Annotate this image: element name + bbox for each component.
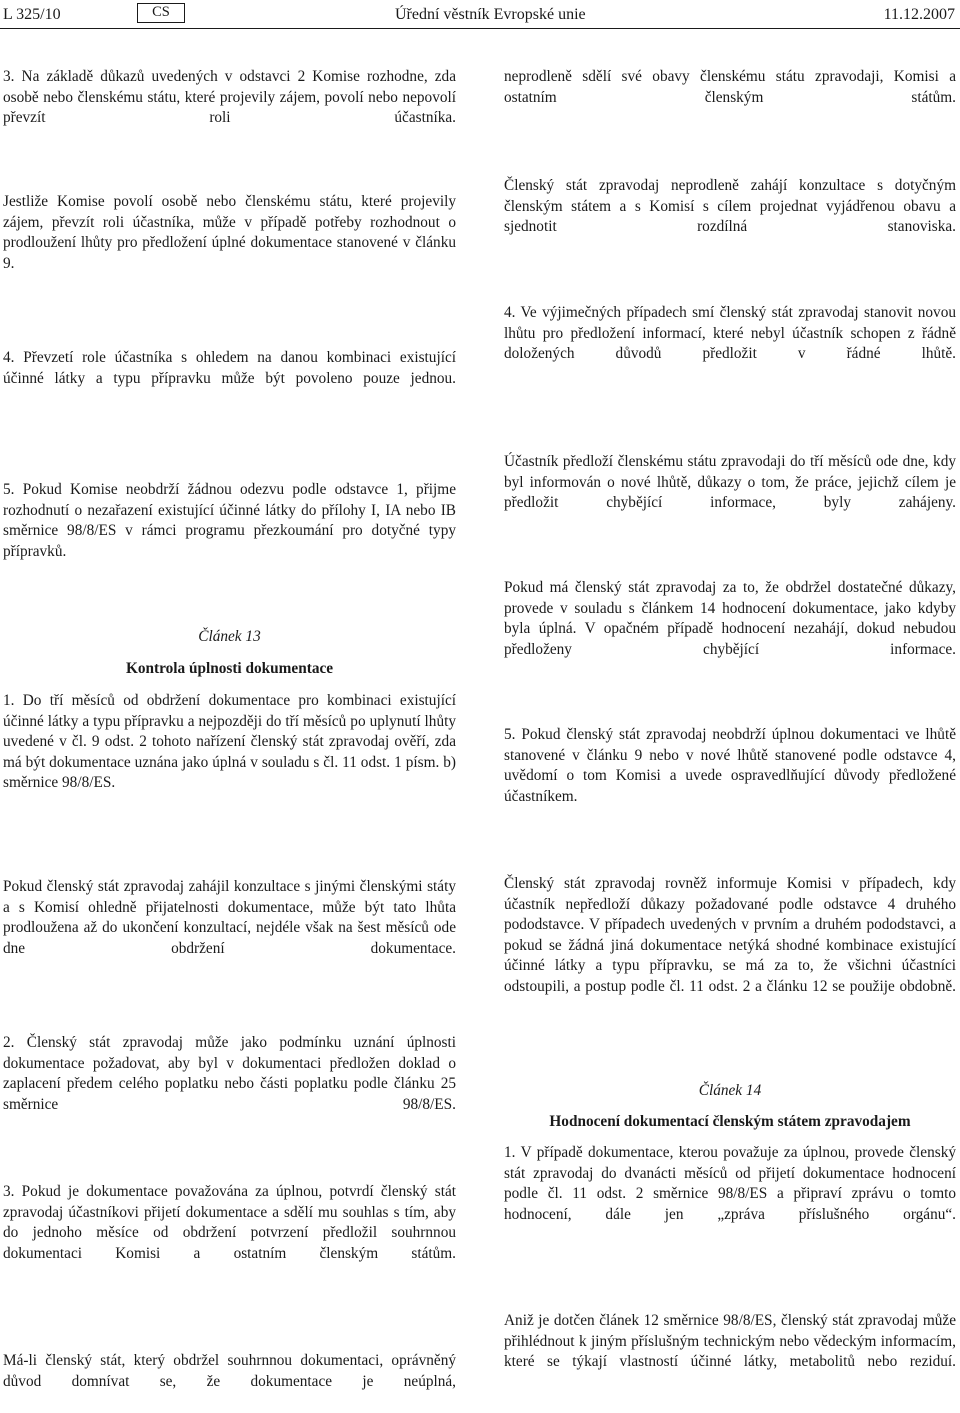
right-paragraph-4: Účastník předloží členskému státu zpravodaji do tří měsíců ode dne, kdy byl informován o nové lhůtě, důkazy o tom, že práce, jejichž cílem je předložit chybějící informace, byly zahájeny. <box>504 453 956 511</box>
publication-date: 11.12.2007 <box>883 6 955 23</box>
right-paragraph-6: 5. Pokud členský stát zpravodaj neobdrží úplnou dokumentaci ve lhůtě stanovené v článku 9 nebo v nové lhůtě stanovené podle odstavce 4, uvědomí o tom Komisi a uvede ospravedlňující důvody předložené účastníkem. <box>504 726 956 805</box>
article-14-label: Článek 14 <box>698 1082 762 1099</box>
left-paragraph-2: Jestliže Komise povolí osobě nebo členskému státu, které projevily zájem, převzít roli účastníka, může v případě potřeby rozhodnout o prodloužení lhůty pro předložení úplné dokumentace stanovené v článku 9. <box>3 193 456 272</box>
right-paragraph-1: neprodleně sdělí své obavy členskému státu zpravodaji, Komisi a ostatním členským státům. <box>504 68 956 106</box>
article-14-title: Hodnocení dokumentací členským státem zpravodajem <box>549 1113 911 1130</box>
left-paragraph-5: 1. Do tří měsíců od obdržení dokumentace pro kombinaci existující účinné látky a typu přípravku a nejpozději do tří měsíců po uplynutí lhůty uvedené v čl. 9 odst. 2 tohoto nařízení členský stát zpravodaj ověří, zda má být dokumentace uznána jako úplná v souladu s čl. 11 odst. 1 písm. b) směrnice 98/8/ES. <box>3 692 456 791</box>
left-paragraph-7: 2. Členský stát zpravodaj může jako podmínku uznání úplnosti dokumentace požadovat, aby byl v dokumentaci předložen doklad o zaplacení předem celého poplatku nebo části poplatku podle článku 25 směrnice 98/8/ES. <box>3 1034 456 1113</box>
article-13-label: Článek 13 <box>198 628 261 645</box>
right-paragraph-3: 4. Ve výjimečných případech smí členský stát zpravodaj stanovit novou lhůtu pro předložení informací, které nebyl účastník schopen z řádně doložených důvodů předložit v řádné lhůtě. <box>504 304 956 362</box>
journal-title: Úřední věstník Evropské unie <box>395 6 586 23</box>
language-code-box: CS <box>137 3 185 23</box>
right-paragraph-7: Členský stát zpravodaj rovněž informuje Komisi v případech, kdy účastník nepředloží důkazy požadované podle odstavce 4 druhého pododstavce. V případech uvedených v prvním a druhém pododstavci, a pokud se žádná jiná dokumentace netýká shodné kombinace existující účinné látky a typu přípravku, se má za to, že všichni účastníci odstoupili, a postup podle čl. 11 odst. 2 a článku 12 se použije obdobně. <box>504 875 956 995</box>
left-paragraph-9: Má-li členský stát, který obdržel souhrnnou dokumentaci, oprávněný důvod domnívat se, že dokumentace je neúplná, <box>3 1352 456 1390</box>
right-paragraph-8: 1. V případě dokumentace, kterou považuje za úplnou, provede členský stát zpravodaj do dvanácti měsíců od přijetí dokumentace hodnocení podle čl. 11 odst. 2 směrnice 98/8/ES a připraví zprávu o tomto hodnocení, dále jen „zpráva příslušného orgánu“. <box>504 1144 956 1223</box>
right-paragraph-5: Pokud má členský stát zpravodaj za to, že obdržel dostatečné důkazy, provede v souladu s článkem 14 hodnocení dokumentace, jako kdyby byla úplná. V opačném případě hodnocení nezahájí, dokud nebudou předloženy chybějící informace. <box>504 579 956 658</box>
left-paragraph-3: 4. Převzetí role účastníka s ohledem na danou kombinaci existující účinné látky a typu přípravku může být povoleno pouze jednou. <box>3 349 456 387</box>
header-rule <box>0 28 960 29</box>
page-header <box>0 3 960 27</box>
page-reference: L 325/10 <box>3 6 61 23</box>
left-paragraph-4: 5. Pokud Komise neobdrží žádnou odezvu podle odstavce 1, přijme rozhodnutí o nezařazení existující účinné látky do přílohy I, IA nebo IB směrnice 98/8/ES v rámci programu přezkoumání pro dotyčné typy přípravků. <box>3 481 456 560</box>
left-paragraph-1: 3. Na základě důkazů uvedených v odstavci 2 Komise rozhodne, zda osobě nebo členskému státu, které projevily zájem, povolí nebo nepovolí převzít roli účastníka. <box>3 68 456 126</box>
right-paragraph-2: Členský stát zpravodaj neprodleně zahájí konzultace s dotyčným členským státem a s Komisí s cílem projednat vyjádřenou obavu a sjednotit rozdílná stanoviska. <box>504 177 956 235</box>
left-paragraph-6: Pokud členský stát zpravodaj zahájil konzultace s jinými členskými státy a s Komisí ohledně přijatelnosti dokumentace, může být tato lhůta prodloužena až do ukončení konzultací, nejdéle však na šest měsíců ode dne obdržení dokumentace. <box>3 878 456 957</box>
left-paragraph-8: 3. Pokud je dokumentace považována za úplnou, potvrdí členský stát zpravodaj účastníkovi přijetí dokumentace a sdělí mu souhlas s tím, aby do jednoho měsíce od obdržení potvrzení předložil souhrnnou dokumentaci Komisi a ostatním členským státům. <box>3 1183 456 1262</box>
article-13-title: Kontrola úplnosti dokumentace <box>125 660 334 677</box>
right-paragraph-9: Aniž je dotčen článek 12 směrnice 98/8/ES, členský stát zpravodaj může přihlédnout k jiným příslušným technickým nebo vědeckým informacím, které se týkají vlastností účinné látky, metabolitů nebo reziduí. <box>504 1312 956 1370</box>
